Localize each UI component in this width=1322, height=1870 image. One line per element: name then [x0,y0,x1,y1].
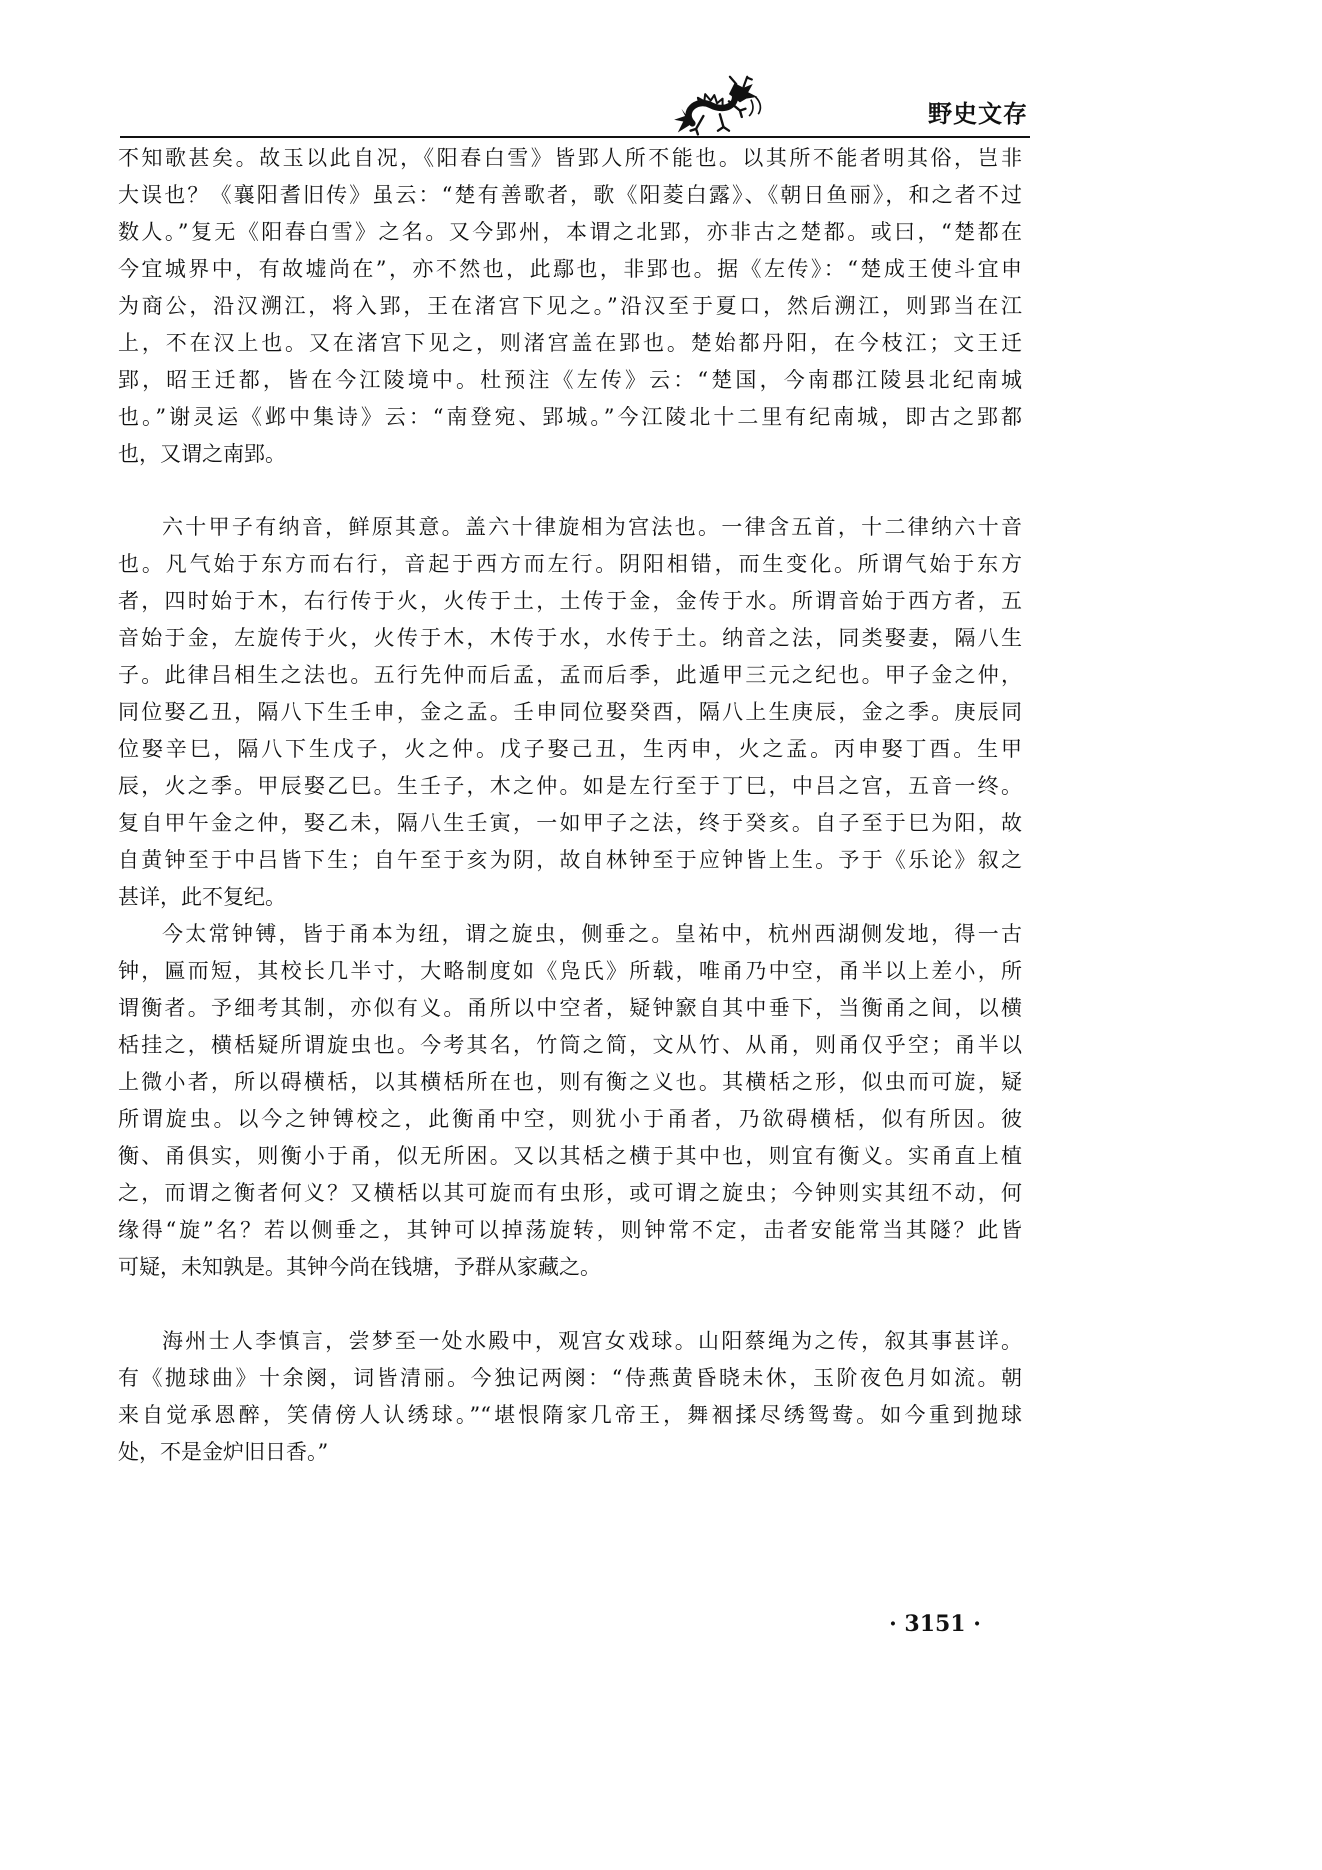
paragraph-3 [118,916,1022,1286]
text-line: 音始于金，左旋传于火，火传于木，木传于水，水传于土。纳音之法，同类娶妻，隔八生 [118,626,1022,650]
text-line: 之，而谓之衡者何义？又横栝以其可旋而有虫形，或可谓之旋虫；今钟则实其纽不动，何 [118,1181,1022,1205]
paragraph-2 [118,509,1022,916]
text-line: 缘得“旋”名？若以侧垂之，其钟可以掉荡旋转，则钟常不定，击者安能常当其隧？此皆 [118,1218,1022,1242]
text-line: 六十甲子有纳音，鲜原其意。盖六十律旋相为宫法也。一律含五首，十二律纳六十音 [162,515,1022,539]
text-line: 数人。”复无《阳春白雪》之名。又今郢州，本谓之北郢，亦非古之楚都。或曰，“楚都在 [118,220,1022,244]
text-line: 复自甲午金之仲，娶乙未，隔八生壬寅，一如甲子之法，终于癸亥。自子至于巳为阳，故 [118,811,1022,835]
text-line: 今太常钟镈，皆于甬本为纽，谓之旋虫，侧垂之。皇祐中，杭州西湖侧发地，得一古 [162,922,1022,946]
text-line: 者，四时始于木，右行传于火，火传于土，土传于金，金传于水。所谓音始于西方者，五 [118,589,1022,613]
text-line: 为商公，沿汉溯江，将入郢，王在渚宫下见之。”沿汉至于夏口，然后溯江，则郢当在江 [118,294,1022,318]
text-line: 子。此律吕相生之法也。五行先仲而后孟，孟而后季，此遁甲三元之纪也。甲子金之仲， [118,663,1022,687]
text-line: 海州士人李慎言，尝梦至一处水殿中，观宫女戏球。山阳蔡绳为之传，叙其事甚详。 [162,1329,1022,1353]
text-line: 大误也？《襄阳耆旧传》虽云：“楚有善歌者，歌《阳菱白露》、《朝日鱼丽》，和之者不过 [118,183,1022,207]
text-line: 上，不在汉上也。又在渚宫下见之，则渚宫盖在郢也。楚始都丹阳，在今枝江；文王迁 [118,331,1022,355]
text-line: 甚详，此不复纪。 [118,885,286,909]
text-line: 所谓旋虫。以今之钟镈校之，此衡甬中空，则犹小于甬者，乃欲碍横栝，似有所因。彼 [118,1107,1022,1131]
text-line: 位娶辛巳，隔八下生戊子，火之仲。戊子娶己丑，生丙申，火之孟。丙申娶丁酉。生甲 [118,737,1022,761]
text-line: 也，又谓之南郢。 [118,442,286,466]
text-line: 不知歌甚矣。故玉以此自况，《阳春白雪》皆郢人所不能也。以其所不能者明其俗，岂非 [118,146,1022,170]
text-line: 有《抛球曲》十余阕，词皆清丽。今独记两阕：“侍燕黄昏晓未休，玉阶夜色月如流。朝 [118,1366,1022,1390]
text-line: 也。”谢灵运《邺中集诗》云：“南登宛、郢城。”今江陵北十二里有纪南城，即古之郢都 [118,405,1022,429]
text-line: 今宜城界中，有故墟尚在”，亦不然也，此鄢也，非郢也。据《左传》：“楚成王使斗宜申 [118,257,1022,281]
text-line: 上微小者，所以碍横栝，以其横栝所在也，则有衡之义也。其横栝之形，似虫而可旋，疑 [118,1070,1022,1094]
section-title: 野史文存 [928,100,1028,128]
paragraph-1 [118,140,1022,473]
text-line: 同位娶乙丑，隔八下生壬申，金之孟。壬申同位娶癸酉，隔八上生庚辰，金之季。庚辰同 [118,700,1022,724]
paragraph-4 [118,1323,1022,1471]
text-line: 辰，火之季。甲辰娶乙巳。生壬子，木之仲。如是左行至于丁巳，中吕之宫，五音一终。 [118,774,1022,798]
text-line: 谓衡者。予细考其制，亦似有义。甬所以中空者，疑钟窾自其中垂下，当衡甬之间，以横 [118,996,1022,1020]
text-line: 郢，昭王迁都，皆在今江陵境中。杜预注《左传》云：“楚国，今南郡江陵县北纪南城 [118,368,1022,392]
text-line: 处，不是金炉旧日香。” [118,1440,329,1464]
page-number: · 3151 · [889,1611,981,1637]
text-line: 钟，匾而短，其校长几半寸，大略制度如《凫氏》所载，唯甬乃中空，甬半以上差小，所 [118,959,1022,983]
text-line: 衡、甬俱实，则衡小于甬，似无所困。又以其栝之横于其中也，则宜有衡义。实甬直上植 [118,1144,1022,1168]
text-line: 也。凡气始于东方而右行，音起于西方而左行。阴阳相错，而生变化。所谓气始于东方 [118,552,1022,576]
text-line: 可疑，未知孰是。其钟今尚在钱塘，予群从家藏之。 [118,1255,601,1279]
text-line: 自黄钟至于中吕皆下生；自午至于亥为阴，故自林钟至于应钟皆上生。予于《乐论》叙之 [118,848,1022,872]
dragon-icon [668,74,768,138]
header-rule [120,136,1030,138]
text-line: 来自觉承恩醉，笑倩傍人认绣球。”“堪恨隋家几帝王，舞裀揉尽绣鸳鸯。如今重到抛球 [118,1403,1022,1427]
text-line: 栝挂之，横栝疑所谓旋虫也。今考其名，竹筒之简，文从竹、从甬，则甬仅乎空；甬半以 [118,1033,1022,1057]
